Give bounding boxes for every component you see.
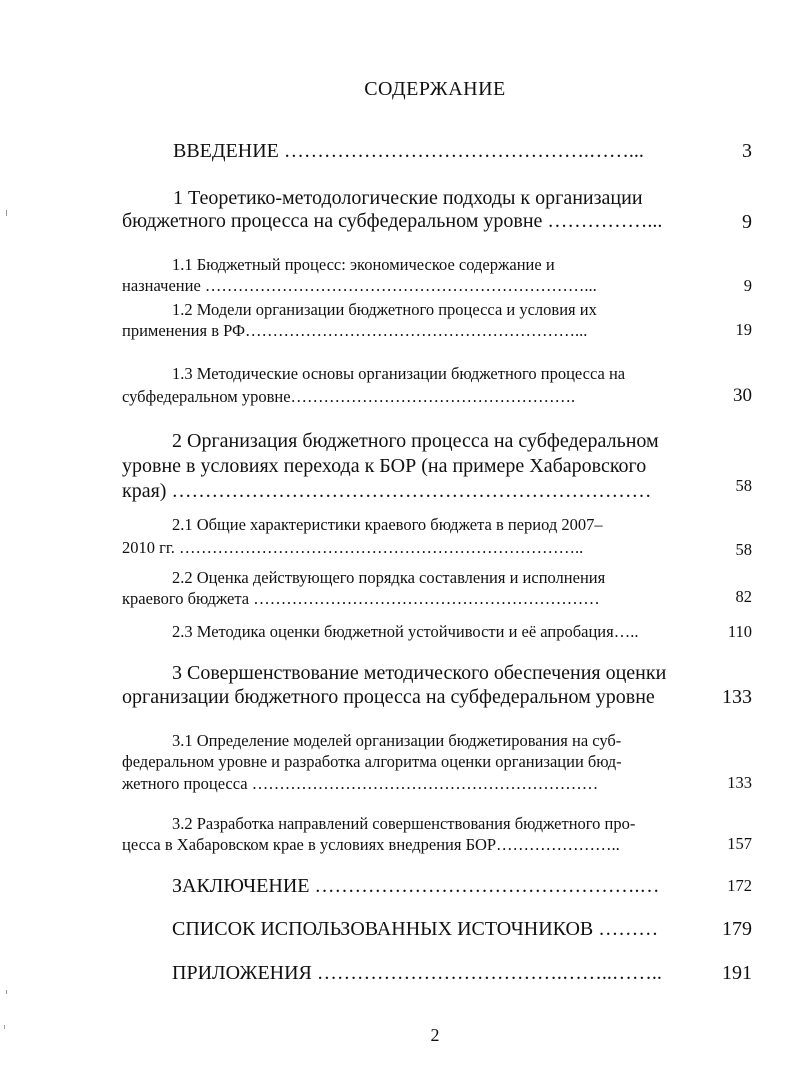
toc-entry-ch2-line-1: 2 Организация бюджетного процесса на субфедеральном <box>172 430 659 452</box>
toc-entry-2-1-line-1: 2.1 Общие характеристики краевого бюджета в период 2007– <box>172 515 603 534</box>
toc-entry-3-2-page: 157 <box>727 834 752 853</box>
toc-entry-ch2-page: 58 <box>735 476 752 495</box>
toc-entry-1-1-page: 9 <box>743 276 752 295</box>
toc-entry-2-1-line-2: 2010 гг. ……………………………………………………………….. <box>122 538 584 557</box>
toc-entry-3-2-line-1: 3.2 Разработка направлений совершенствования бюджетного про- <box>172 814 636 833</box>
toc-entry-1-2-page: 19 <box>735 320 752 339</box>
toc-entry-3-1-line-1: 3.1 Определение моделей организации бюджетирования на суб- <box>172 731 622 750</box>
page-title: СОДЕРЖАНИЕ <box>364 78 506 100</box>
toc-entry-ch1-line-2: бюджетного процесса на субфедеральном уровне ……………... <box>122 210 663 232</box>
scan-speck <box>6 210 7 216</box>
toc-entry-1-3-line-1: 1.3 Методические основы организации бюджетного процесса на <box>172 364 626 383</box>
toc-entry-2-3-page: 110 <box>727 622 752 641</box>
toc-entry-3-1-line-3: жетного процесса ……………………………………………………… <box>122 774 599 793</box>
toc-entry-1-3-line-2: субфедеральном уровне……………………………………………. <box>122 387 576 406</box>
toc-entry-intro-page: 3 <box>742 140 752 162</box>
toc-entry-conclusion-page: 172 <box>727 876 752 895</box>
toc-entry-ch1-line-1: 1 Теоретико-методологические подходы к организации <box>173 187 643 209</box>
toc-entry-ch2-line-2: уровне в условиях перехода к БОР (на примере Хабаровского <box>122 455 647 477</box>
toc-entry-ch3-line-2: организации бюджетного процесса на субфедеральном уровне <box>122 686 655 708</box>
toc-entry-2-2-page: 82 <box>735 587 752 606</box>
toc-entry-ch3-page: 133 <box>722 686 752 708</box>
scan-speck <box>6 990 7 994</box>
scan-speck <box>4 1025 5 1029</box>
toc-entry-ch1-page: 9 <box>742 211 752 233</box>
toc-entry-ch2-line-3: края) ……………………………………………………………… <box>122 480 652 502</box>
toc-entry-1-1-line-1: 1.1 Бюджетный процесс: экономическое содержание и <box>172 255 555 274</box>
toc-entry-references-page: 179 <box>722 918 752 940</box>
toc-entry-3-1-page: 133 <box>727 773 752 792</box>
toc-entry-3-1-line-2: федеральном уровне и разработка алгоритма оценки организации бюд- <box>122 752 622 771</box>
toc-entry-intro-line-1: ВВЕДЕНИЕ ……………………………………….……... <box>173 140 644 162</box>
toc-entry-appendices: ПРИЛОЖЕНИЯ ……………………………….……..…….. <box>172 962 662 984</box>
toc-entry-1-3-page: 30 <box>733 385 752 406</box>
toc-entry-appendices-page: 191 <box>722 962 752 984</box>
toc-entry-ch3-line-1: 3 Совершенствование методического обеспечения оценки <box>172 662 667 684</box>
toc-entry-1-2-line-1: 1.2 Модели организации бюджетного процесса и условия их <box>172 300 597 319</box>
toc-entry-3-2-line-2: цесса в Хабаровском крае в условиях внедрения БОР………………….. <box>122 835 620 854</box>
toc-entry-conclusion: ЗАКЛЮЧЕНИЕ ………………………………………….… <box>172 875 660 897</box>
toc-entry-2-1-page: 58 <box>735 540 752 559</box>
toc-entry-1-1-line-2: назначение ……………………………………………………………... <box>122 276 597 295</box>
toc-entry-2-2-line-2: краевого бюджета ……………………………………………………… <box>122 589 600 608</box>
toc-entry-references: СПИСОК ИСПОЛЬЗОВАННЫХ ИСТОЧНИКОВ ……… <box>172 918 659 940</box>
page-number: 2 <box>430 1025 440 1045</box>
toc-entry-1-2-line-2: применения в РФ……………………………………………………... <box>122 321 588 340</box>
toc-entry-2-3-line-1: 2.3 Методика оценки бюджетной устойчивости и её апробация….. <box>172 622 639 641</box>
toc-entry-2-2-line-1: 2.2 Оценка действующего порядка составления и исполнения <box>172 568 606 587</box>
